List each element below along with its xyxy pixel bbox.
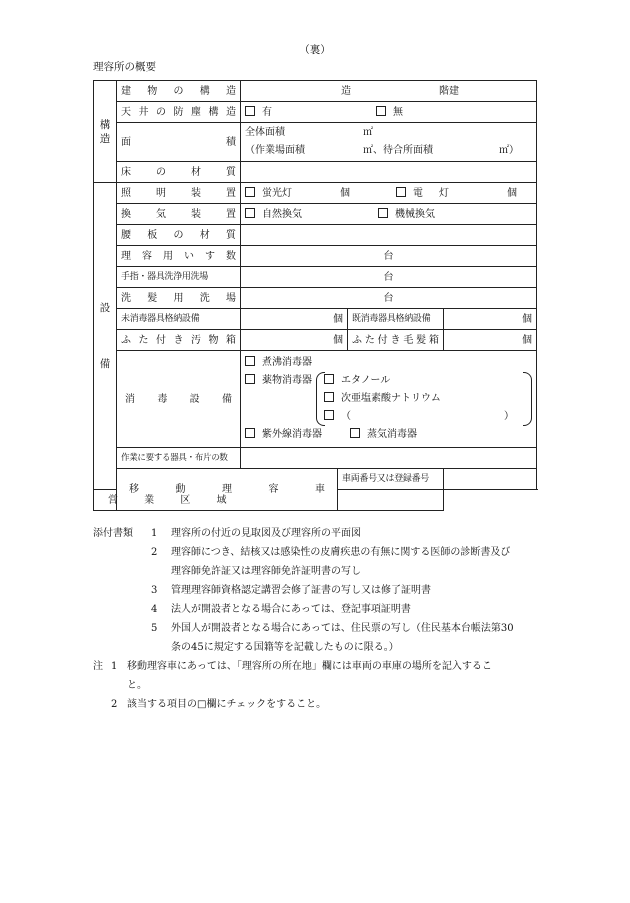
field-vehicle-number[interactable] bbox=[444, 469, 537, 490]
field-area[interactable]: 全体面積 ㎡ （作業場面積 ㎡、待合所面積 ㎡） bbox=[241, 123, 537, 162]
field-disinfection[interactable]: 煮沸消毒器 薬物消毒器 エタノール 次亜塩素酸ナトリウム （ ） 紫外線消毒器 蒸気消毒器 bbox=[241, 351, 537, 448]
checkbox-icon[interactable] bbox=[245, 374, 255, 384]
attachment-row: 2 理容師につき、結核又は感染性の皮膚疾患の有無に関する医師の診断書及び bbox=[151, 547, 511, 558]
field-business-area[interactable] bbox=[338, 490, 444, 511]
field-hair-bin[interactable]: 個 bbox=[444, 330, 537, 351]
label-vehicle-number: 車両番号又は登録番号 bbox=[338, 469, 444, 490]
label-waste-bin: ふ た 付 き 汚 物 箱 bbox=[117, 330, 241, 351]
label-hairwash: 洗 髪 用 洗 場 bbox=[117, 288, 241, 309]
field-ceiling[interactable]: 有 無 bbox=[241, 102, 537, 123]
attachment-row: 理容師免許証又は理容師免許証明書の写し bbox=[171, 566, 361, 577]
label-ceiling: 天 井 の 防 塵 構 造 bbox=[117, 102, 241, 123]
field-waste-bin[interactable]: 個 bbox=[241, 330, 348, 351]
label-tools-count: 作業に要する器具・布片の数 bbox=[117, 448, 241, 469]
field-building[interactable]: 造 階建 bbox=[241, 81, 537, 102]
field-hairwash[interactable]: 台 bbox=[241, 288, 537, 309]
checkbox-icon[interactable] bbox=[245, 428, 255, 438]
attachment-row: 条の45に規定する国籍等を記載したものに限る。） bbox=[171, 642, 399, 653]
checkbox-icon[interactable] bbox=[245, 208, 255, 218]
label-unsterilized-storage: 未消毒器具格納設備 bbox=[117, 309, 241, 330]
label-ventilation: 換 気 装 置 bbox=[117, 204, 241, 225]
field-floor[interactable] bbox=[241, 162, 537, 183]
label-floor: 床 の 材 質 bbox=[117, 162, 241, 183]
field-sterilized-storage[interactable]: 個 bbox=[444, 309, 537, 330]
label-disinfection: 消 毒 設 備 bbox=[117, 351, 241, 448]
checkbox-icon[interactable] bbox=[396, 187, 406, 197]
label-lighting: 照 明 装 置 bbox=[117, 183, 241, 204]
checkbox-icon[interactable] bbox=[324, 392, 334, 402]
label-business-area: 営 業 区 域 bbox=[94, 490, 241, 511]
field-lighting[interactable]: 蛍光灯 個 電灯 個 bbox=[241, 183, 537, 204]
field-unsterilized-storage[interactable]: 個 bbox=[241, 309, 348, 330]
notes-block bbox=[93, 524, 563, 714]
page-side-label: （裏） bbox=[299, 44, 331, 56]
attachment-row: 4 法人が開設者となる場合にあっては、登記事項証明書 bbox=[151, 604, 411, 615]
label-chairs: 理 容 用 い す 数 bbox=[117, 246, 241, 267]
label-area: 面 積 bbox=[117, 123, 241, 162]
note-row: と。 bbox=[127, 680, 147, 691]
field-tools-count[interactable] bbox=[241, 448, 537, 469]
label-mobile-car: 移 動 理 容 車 bbox=[117, 469, 338, 511]
label-handwash: 手指・器具洗浄用洗場 bbox=[117, 267, 241, 288]
field-ventilation[interactable]: 自然換気 機械換気 bbox=[241, 204, 537, 225]
category-structure: 構造 bbox=[94, 81, 117, 183]
section-title: 理容所の概要 bbox=[93, 61, 156, 73]
checkbox-icon[interactable] bbox=[245, 106, 255, 116]
label-sterilized-storage: 既消毒器具格納設備 bbox=[348, 309, 444, 330]
label-hair-bin: ふ た 付 き 毛 髪 箱 bbox=[348, 330, 444, 351]
checkbox-icon[interactable] bbox=[378, 208, 388, 218]
note-row: 2 該当する項目の□欄にチェックをすること。 bbox=[111, 699, 327, 710]
checkbox-icon[interactable] bbox=[324, 410, 334, 420]
label-wainscot: 腰 板 の 材 質 bbox=[117, 225, 241, 246]
checkbox-icon[interactable] bbox=[245, 187, 255, 197]
category-equipment: 設備 bbox=[94, 183, 117, 490]
checkbox-icon[interactable] bbox=[245, 356, 255, 366]
chemical-options-bracket: エタノール 次亜塩素酸ナトリウム （ ） bbox=[316, 372, 532, 426]
checkbox-icon[interactable] bbox=[324, 374, 334, 384]
attachment-row: 添付書類 1 理容所の付近の見取図及び理容所の平面図 bbox=[93, 528, 361, 539]
label-building: 建 物 の 構 造 bbox=[117, 81, 241, 102]
field-chairs[interactable]: 台 bbox=[241, 246, 537, 267]
note-row: 注 1 移動理容車にあっては、「理容所の所在地」欄には車両の車庫の場所を記入するこ bbox=[93, 661, 492, 672]
field-handwash[interactable]: 台 bbox=[241, 267, 537, 288]
attachment-row: 3 管理理容師資格認定講習会修了証書の写し又は修了証明書 bbox=[151, 585, 431, 596]
field-wainscot[interactable] bbox=[241, 225, 537, 246]
attachment-row: 5 外国人が開設者となる場合にあっては、住民票の写し（住民基本台帳法第30 bbox=[151, 623, 514, 634]
overview-table bbox=[93, 80, 537, 511]
checkbox-icon[interactable] bbox=[350, 428, 360, 438]
checkbox-icon[interactable] bbox=[376, 106, 386, 116]
